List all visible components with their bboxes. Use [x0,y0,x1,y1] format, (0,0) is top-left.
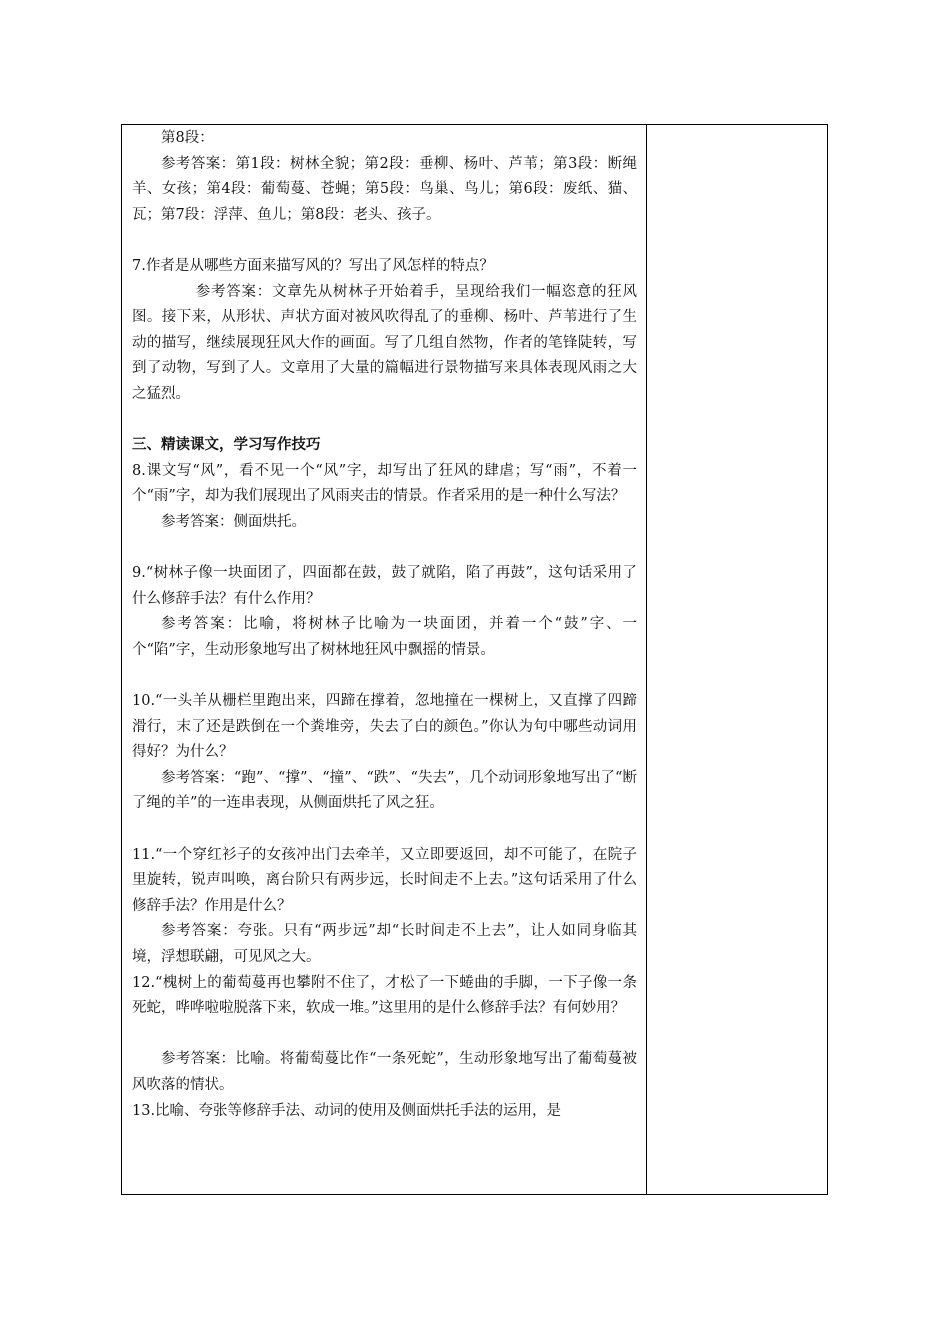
answer-8: 参考答案：侧面烘托。 [161,513,306,530]
question-13: 13.比喻、夸张等修辞手法、动词的使用及侧面烘托手法的运用，是 [132,1102,562,1119]
table-column-divider [646,124,647,1195]
answer-10: 参考答案：“跑”、“撑”、“撞”、“跌”、“失去”，几个动词形象地写出了“断了绳的羊”的一连串表现，从侧面烘托了风之狂。 [132,769,637,812]
section-heading-3: 三、精读课文，学习写作技巧 [132,437,321,454]
answer-12: 参考答案：比喻。将葡萄蔓比作“一条死蛇”，生动形象地写出了葡萄蔓被风吹落的情状。 [132,1051,637,1093]
blank-line [132,1022,637,1048]
answer-7: 参考答案：文章先从树林子开始着手，呈现给我们一幅恣意的狂风图。接下来，从形状、声状方面对被风吹得乱了的垂柳、杨叶、芦苇进行了生动的描写，继续展现狂风大作的画面。写了几组自然物，作者的笔锋陡转，写到了动物，写到了人。文章用了大量的篇幅进行景物描写来具体表现风雨之大之猛烈。 [132,283,637,402]
question-9: 9.“树林子像一块面团了，四面都在鼓，鼓了就陷，陷了再鼓”，这句话采用了什么修辞手法？有什么作用？ [132,565,637,607]
blank-line [132,663,637,689]
blank-line [132,536,637,562]
question-11: 11.“一个穿红衫子的女孩冲出门去牵羊，又立即要返回，却不可能了，在院子里旋转，锐声叫唤，离台阶只有两步远，长时间走不上去。”这句话采用了什么修辞手法？作用是什么？ [132,846,637,914]
answer-9: 参考答案：比喻，将树林子比喻为一块面团，并着一个“鼓”字、一个“陷”字，生动形象地写出了树林地狂风中飘摇的情景。 [132,616,637,658]
question-7: 7.作者是从哪些方面来描写风的？写出了风怎样的特点？ [132,257,494,274]
blank-line [132,408,637,434]
blank-line [132,228,637,254]
question-12: 12.“槐树上的葡萄蔓再也攀附不住了，才松了一下蜷曲的手脚，一下子像一条死蛇，哗哗啦啦脱落下来，软成一堆。”这里用的是什么修辞手法？有何妙用？ [132,974,637,1017]
question-10: 10.“一头羊从栅栏里跑出来，四蹄在撑着，忽地撞在一棵树上，又直撑了四蹄滑行，末了还是跌倒在一个粪堆旁，失去了白的颜色。”你认为句中哪些动词用得好？为什么？ [132,693,637,761]
blank-line [132,817,637,843]
answer-11: 参考答案：夸张。只有“两步远”却“长时间走不上去”，让人如同身临其境，浮想联翩，可见风之大。 [132,923,637,965]
answer-paragraph-summary: 参考答案：第1段：树林全貌；第2段：垂柳、杨叶、芦苇；第3段：断绳羊、女孩；第4段：葡萄蔓、苍蝇；第5段：鸟巢、鸟儿；第6段：废纸、猫、瓦；第7段：浮萍、鱼儿；第8段：老头、孩子。 [132,155,637,223]
paragraph-8-label: 第8段： [161,130,214,146]
table-cell-content [132,126,637,1124]
question-8: 8.课文写“风”，看不见一个“风”字，却写出了狂风的肆虐；写“雨”，不着一个“雨”字，却为我们展现出了风雨夹击的情景。作者采用的是一种什么写法？ [132,462,637,505]
